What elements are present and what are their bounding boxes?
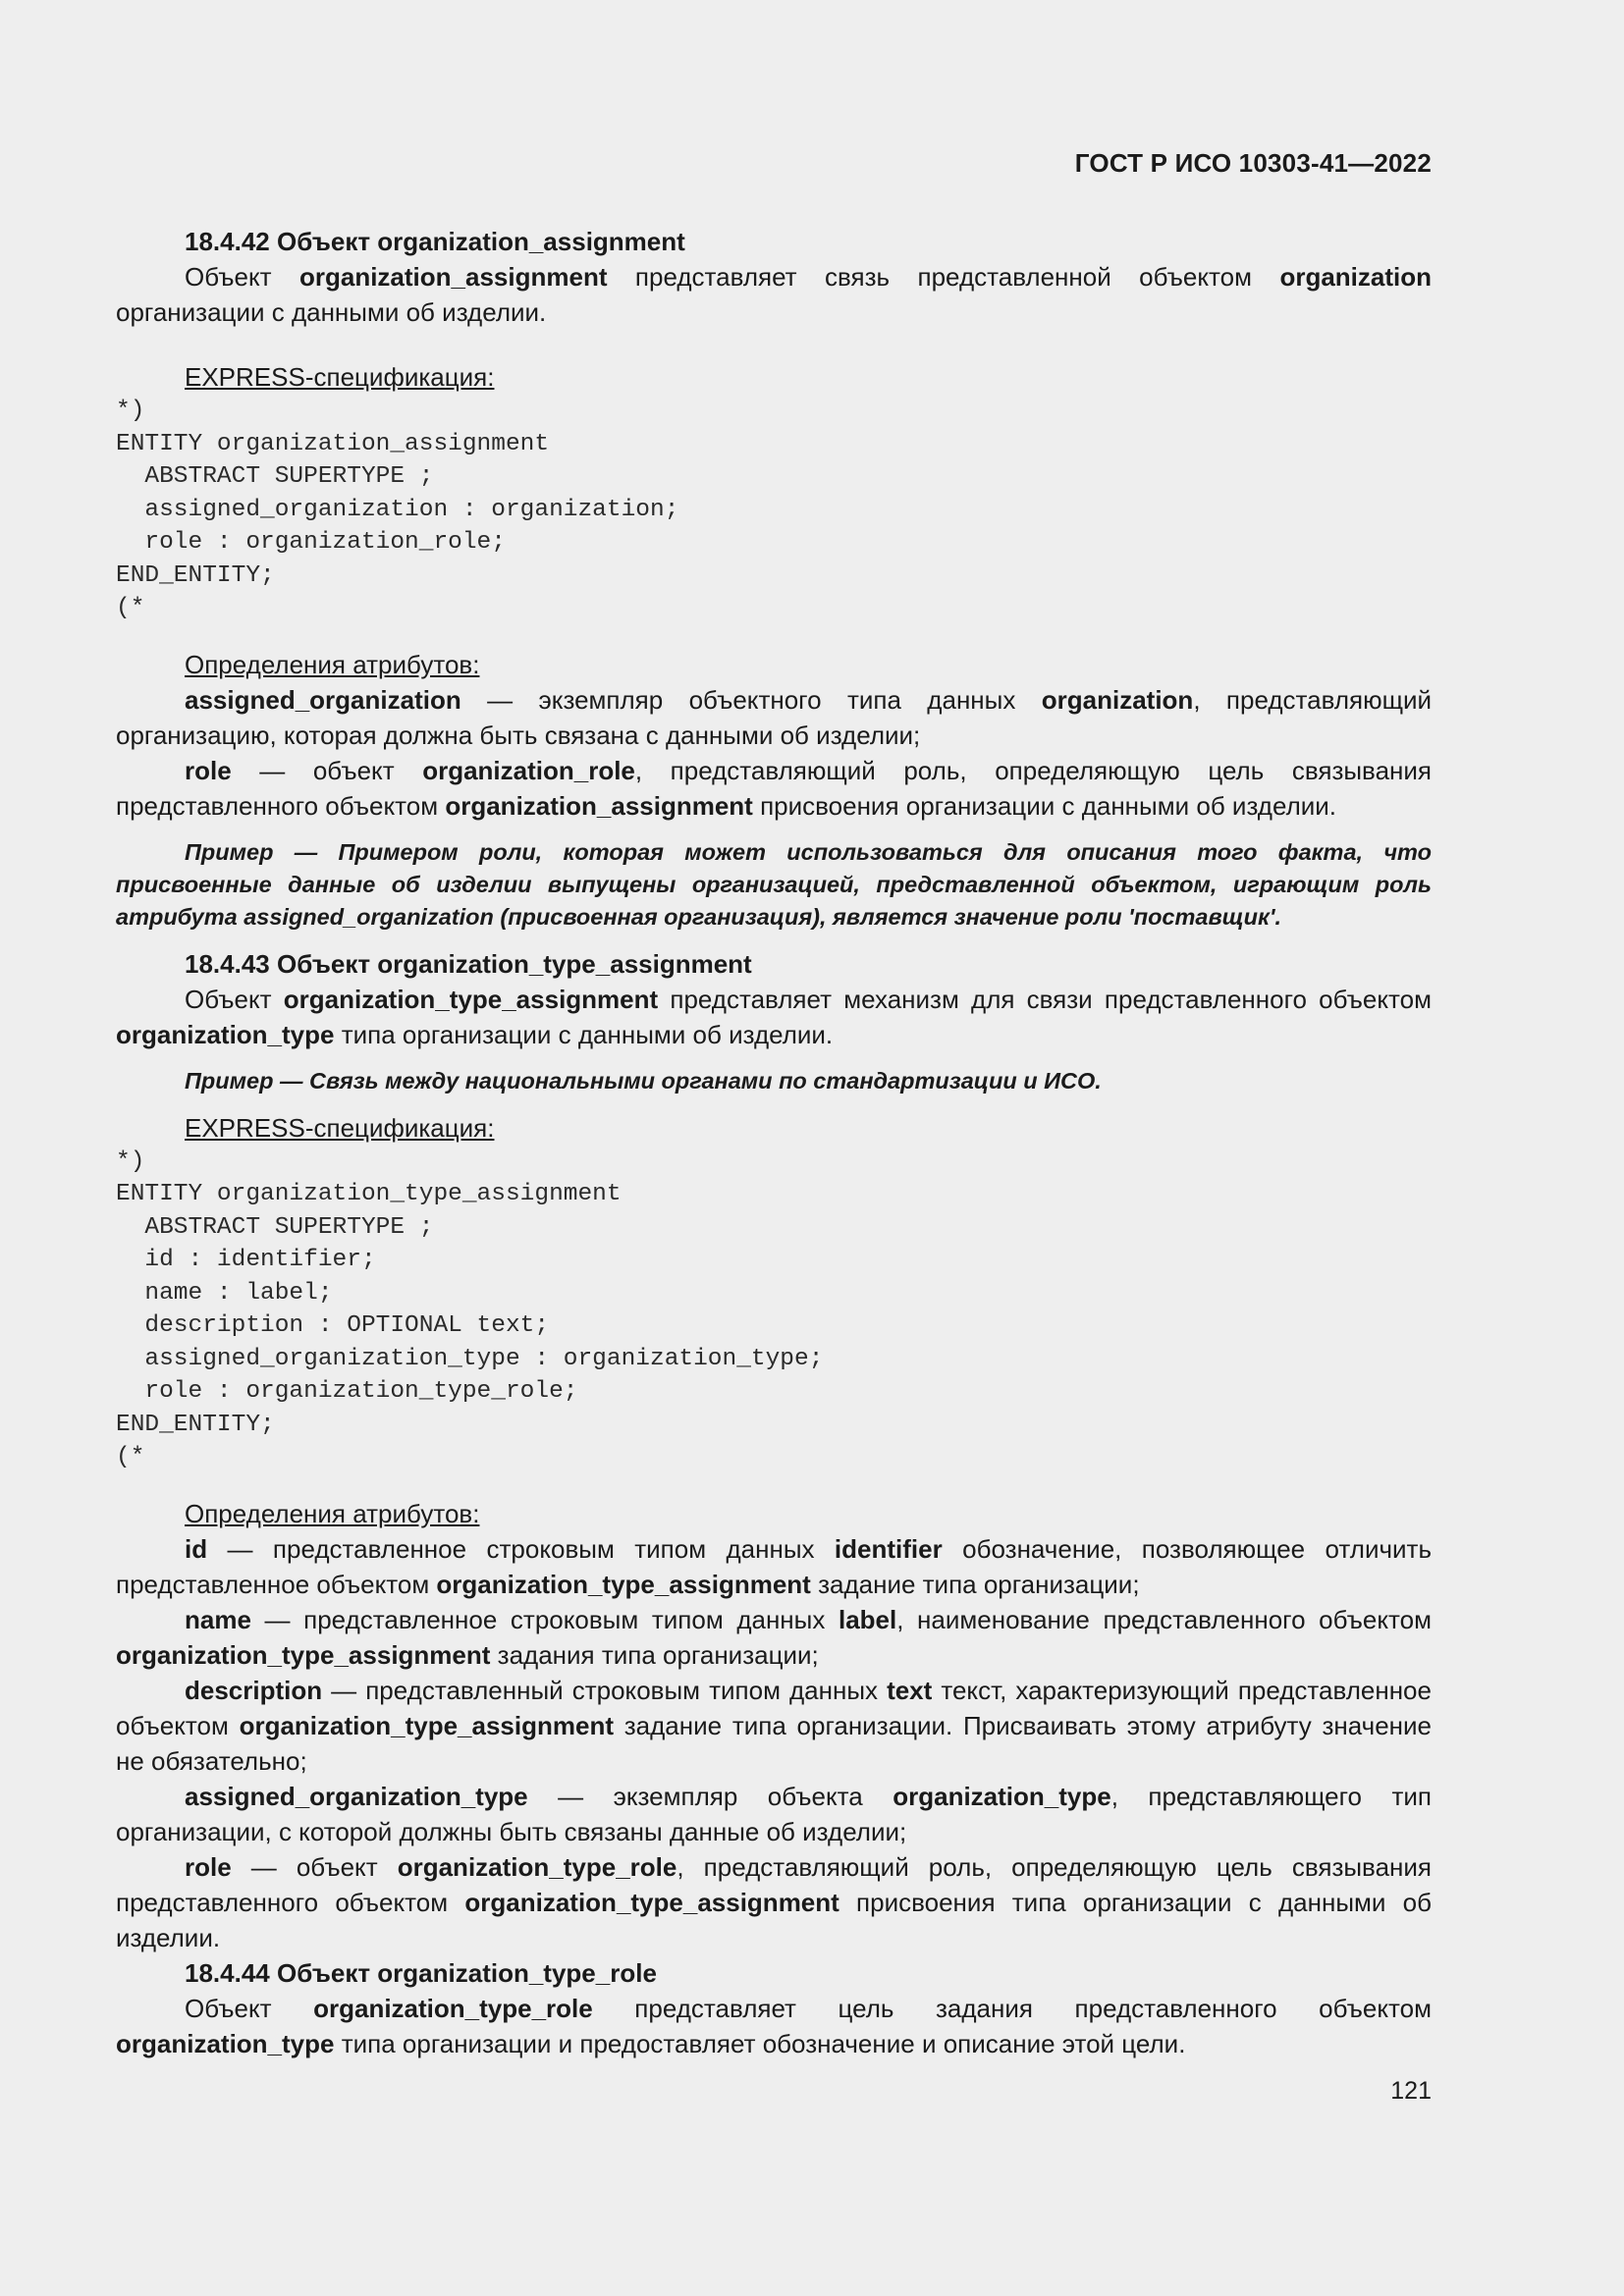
express-code-block: *) ENTITY organization_assignment ABSTRACT SUPERTYPE ; assigned_organization : organization; role : organization_role; END_ENTITY; (* (116, 398, 679, 621)
section-heading-18-4-44: 18.4.44 Объект organization_type_role (185, 1957, 657, 1988)
express-code-block: *) ENTITY organization_type_assignment ABSTRACT SUPERTYPE ; id : identifier; name : label; description : OPTIONAL text; assigned_organization_type : organization_type; role : organization_type_role; END_ENTITY; (* (116, 1148, 824, 1470)
attribute-definition: description — представленный строковым типом данных text текст, характеризующий представленное объектом organization_type_assignment задание типа организации. Присваивать этому атрибуту значение не обязательно; (116, 1675, 1432, 1776)
example-note: Пример — Примером роли, которая может использоваться для описания того факта, что присвоенные данные об изделии выпущены организацией, представленной объектом, играющим роль атрибута assigned_organization (присвоенная организация), является значение роли 'поставщик'. (116, 838, 1432, 930)
attribute-definition: role — объект organization_role, представляющий роль, определяющую цель связывания представленного объектом organization_assignment присвоения организации с данными об изделии. (116, 755, 1432, 821)
attribute-definitions-label: Определения атрибутов: (185, 649, 480, 679)
page-number: 121 (1390, 2077, 1432, 2105)
express-spec-label: EXPRESS-спецификация: (185, 1112, 495, 1143)
attribute-definitions-label: Определения атрибутов: (185, 1498, 480, 1528)
attribute-definition: role — объект organization_type_role, представляющий роль, определяющую цель связывания представленного объектом organization_type_assignment присвоения типа организации с данными об изделии. (116, 1851, 1432, 1952)
express-spec-label: EXPRESS-спецификация: (185, 362, 495, 392)
section-intro-18-4-44: Объект organization_type_role представляет цель задания представленного объектом organization_type типа организации и предоставляет обозначение и описание этой цели. (116, 1993, 1432, 2058)
example-note: Пример — Связь между национальными органами по стандартизации и ИСО. (185, 1067, 1102, 1094)
section-intro-18-4-42: Объект organization_assignment представляет связь представленной объектом organization организации с данными об изделии. (116, 262, 1432, 327)
attribute-definition: assigned_organization_type — экземпляр объекта organization_type, представляющего тип организации, с которой должны быть связаны данные об изделии; (116, 1781, 1432, 1846)
standard-designation: ГОСТ Р ИСО 10303-41—2022 (1074, 148, 1432, 178)
section-heading-18-4-42: 18.4.42 Объект organization_assignment (185, 227, 685, 256)
page-content (116, 224, 1432, 2061)
attribute-definition: name — представленное строковым типом данных label, наименование представленного объектом organization_type_assignment задания типа организации; (116, 1604, 1432, 1670)
section-intro-18-4-43: Объект organization_type_assignment представляет механизм для связи представленного объектом organization_type типа организации с данными об изделии. (116, 984, 1432, 1049)
attribute-definition: assigned_organization — экземпляр объектного типа данных organization, представляющий организацию, которая должна быть связана с данными об изделии; (116, 684, 1433, 750)
attribute-definition: id — представленное строковым типом данных identifier обозначение, позволяющее отличить представленное объектом organization_type_assignment задание типа организации; (116, 1533, 1432, 1599)
section-heading-18-4-43: 18.4.43 Объект organization_type_assignment (185, 948, 752, 979)
